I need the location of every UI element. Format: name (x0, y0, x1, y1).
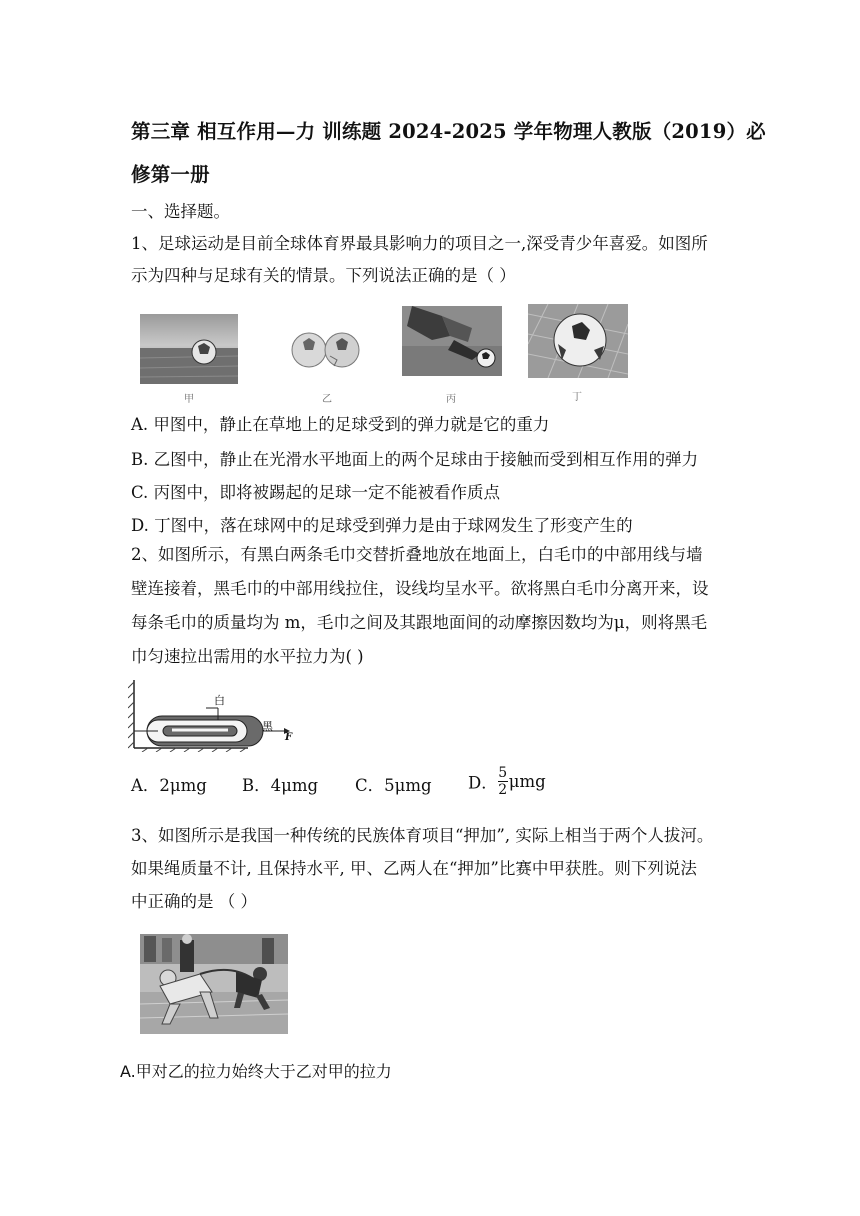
q3-yajia-photo (140, 934, 288, 1034)
q2-stem-line3: 每条毛巾的质量均为 m，毛巾之间及其跟地面间的动摩擦因数均为μ，则将黑毛 (131, 613, 708, 632)
q1-stem-line1: 1、足球运动是目前全球体育界最具影响力的项目之一,深受青少年喜爱。如图所 (131, 234, 708, 253)
q2-towel-diagram (128, 678, 298, 752)
q2-label-black: 黑 (262, 720, 273, 733)
q1-caption-yi: 乙 (322, 394, 332, 405)
q2-option-d-suffix: μmg (508, 772, 546, 791)
q1-caption-ding: 丁 (572, 392, 582, 403)
q1-option-d: D. 丁图中，落在球网中的足球受到弹力是由于球网发生了形变产生的 (131, 516, 633, 535)
section-heading: 一、选择题。 (131, 202, 230, 221)
q1-photo-yi (290, 322, 362, 376)
q2-option-d-numerator: 5 (498, 765, 508, 781)
q2-option-d-fraction (498, 766, 508, 797)
q2-stem-line4: 巾匀速拉出需用的水平拉力为( ) (131, 647, 364, 666)
q2-label-white: 白 (214, 694, 225, 707)
q2-option-a: A．2μmg (131, 776, 207, 795)
q2-option-d-prefix: D． (468, 773, 498, 793)
q2-label-force: F (285, 732, 293, 743)
q2-stem-line1: 2、如图所示，有黑白两条毛巾交替折叠地放在地面上，白毛巾的中部用线与墙 (131, 545, 703, 564)
q2-stem-line2: 壁连接着，黑毛巾的中部用线拉住，设线均呈水平。欲将黑白毛巾分离开来，设 (131, 579, 709, 598)
q1-photo-ding (528, 304, 628, 378)
q1-caption-jia: 甲 (184, 394, 194, 405)
q3-option-a: A.甲对乙的拉力始终大于乙对甲的拉力 (120, 1062, 392, 1081)
q3-stem-line2: 如果绳质量不计, 且保持水平, 甲、乙两人在“押加”比赛中甲获胜。则下列说法 (131, 859, 697, 878)
q1-option-c: C. 丙图中，即将被踢起的足球一定不能被看作质点 (131, 483, 501, 502)
q1-caption-bing: 丙 (446, 394, 456, 405)
q1-option-b: B. 乙图中，静止在光滑水平地面上的两个足球由于接触而受到相互作用的弹力 (131, 450, 699, 469)
q2-option-c: C．5μmg (355, 776, 432, 795)
q1-option-a: A. 甲图中，静止在草地上的足球受到的弹力就是它的重力 (131, 415, 550, 434)
q2-option-d (468, 766, 546, 797)
q2-option-b: B．4μmg (242, 776, 319, 795)
q1-photo-bing (402, 306, 502, 376)
q3-stem-line1: 3、如图所示是我国一种传统的民族体育项目“押加”, 实际上相当于两个人拔河。 (131, 826, 714, 845)
q1-stem-line2: 示为四种与足球有关的情景。下列说法正确的是（ ） (131, 266, 516, 285)
q1-photo-jia (140, 314, 238, 384)
page-title-line2: 修第一册 (131, 163, 210, 186)
q3-stem-line3: 中正确的是 （ ） (131, 892, 257, 911)
q2-option-d-denominator: 2 (498, 782, 508, 798)
q1-figure-strip (140, 308, 640, 404)
page-title-line1: 第三章 相互作用—力 训练题 2024-2025 学年物理人教版（2019）必 (131, 120, 766, 143)
